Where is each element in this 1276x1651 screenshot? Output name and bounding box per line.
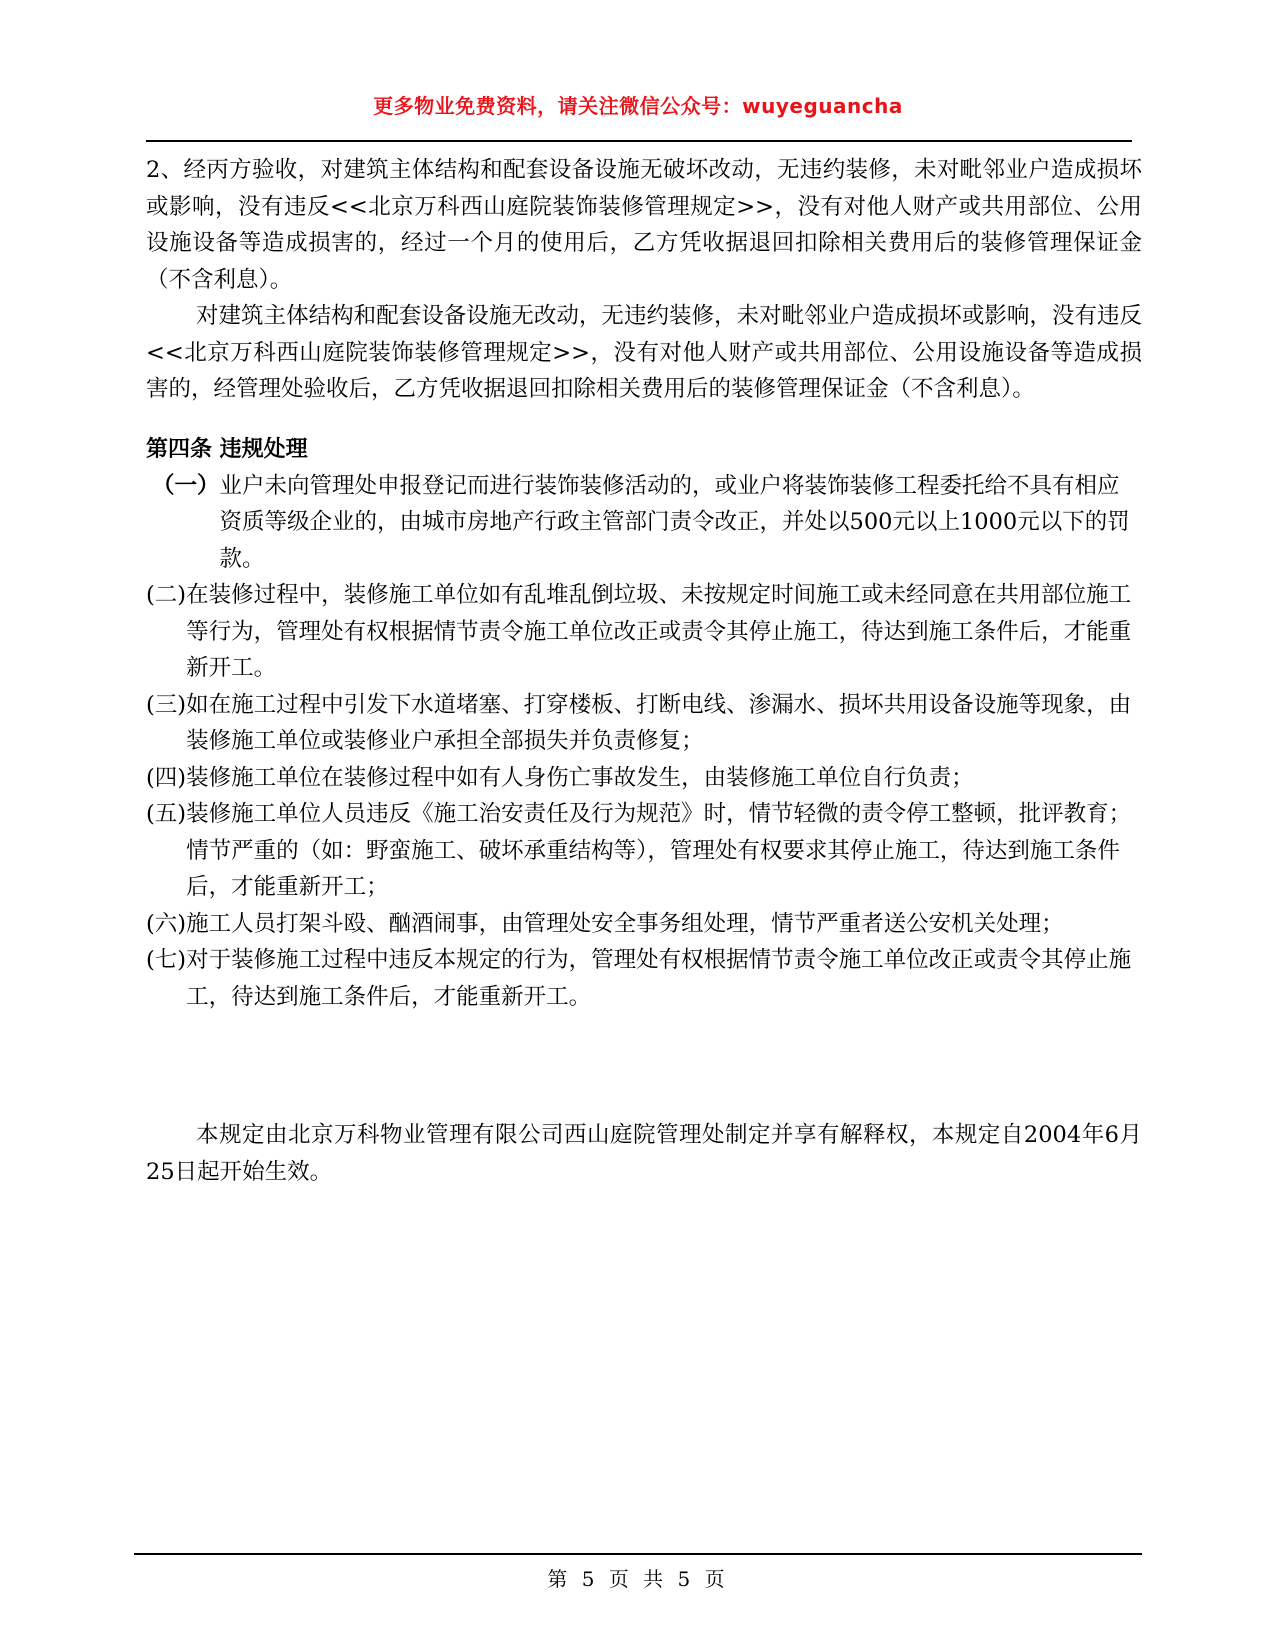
list-item (146, 906, 1142, 943)
section-heading: 第四条 违规处理 (146, 436, 308, 462)
document-body (146, 152, 1142, 1190)
footer-rule (134, 1553, 1142, 1555)
paragraph-acceptance-indent: 对建筑主体结构和配套设备设施无改动，无违约装修，未对毗邻业户造成损坏或影响，没有违反<<北京万科西山庭院装饰装修管理规定>>，没有对他人财产或共用部位、公用设施设备等造成损害的，经管理处验收后，乙方凭收据退回扣除相关费用后的装修管理保证金（不含利息）。 (146, 303, 1142, 402)
page-number: 第 5 页 共 5 页 (547, 1567, 729, 1591)
list-item-text: 在装修过程中，装修施工单位如有乱堆乱倒垃圾、未按规定时间施工或未经同意在共用部位施工等行为，管理处有权根据情节责令施工单位改正或责令其停止施工，待达到施工条件后，才能重新开工。 (186, 582, 1132, 681)
list-item (146, 687, 1142, 760)
list-item-number: (五) (146, 801, 187, 827)
list-item-text: 装修施工单位在装修过程中如有人身伤亡事故发生，由装修施工单位自行负责； (186, 764, 974, 791)
list-item (146, 577, 1142, 687)
header-promo-note: 更多物业免费资料，请关注微信公众号：wuyeguancha (373, 94, 903, 118)
list-item-text: 装修施工单位人员违反《施工治安责任及行为规范》时，情节轻微的责令停工整顿，批评教育；情节严重的（如：野蛮施工、破坏承重结构等），管理处有权要求其停止施工，待达到施工条件后，才能重新开工； (186, 801, 1132, 900)
list-item-text: 如在施工过程中引发下水道堵塞、打穿楼板、打断电线、渗漏水、损坏共用设备设施等现象，由装修施工单位或装修业户承担全部损失并负责修复； (186, 691, 1132, 754)
list-item-number: (四) (146, 764, 187, 791)
list-item (146, 468, 1142, 578)
list-item-number: (七) (146, 947, 187, 973)
paragraph-acceptance-2: 2、经丙方验收，对建筑主体结构和配套设备设施无破坏改动，无违约装修，未对毗邻业户造成损坏或影响，没有违反<<北京万科西山庭院装饰装修管理规定>>，没有对他人财产或共用部位、公用设施设备等造成损害的，经过一个月的使用后，乙方凭收据退回扣除相关费用后的装修管理保证金（不含利息）。 (146, 157, 1142, 293)
list-item-number: (六) (146, 910, 187, 937)
list-item (146, 796, 1142, 906)
closing-paragraph: 本规定由北京万科物业管理有限公司西山庭院管理处制定并享有解释权，本规定自2004年6月25日起开始生效。 (146, 1122, 1142, 1185)
list-item-text: 施工人员打架斗殴、酗酒闹事，由管理处安全事务组处理，情节严重者送公安机关处理； (186, 910, 1064, 937)
list-item-number: （一） (152, 472, 220, 499)
list-item (146, 942, 1142, 1015)
list-item-number: (三) (146, 691, 187, 718)
list-item-text: 业户未向管理处申报登记而进行装饰装修活动的，或业户将装饰装修工程委托给不具有相应资质等级企业的，由城市房地产行政主管部门责令改正，并处以500元以上1000元以下的罚款。 (219, 472, 1130, 572)
list-item-text: 对于装修施工过程中违反本规定的行为，管理处有权根据情节责令施工单位改正或责令其停止施工，待达到施工条件后，才能重新开工。 (186, 947, 1132, 1010)
header-rule (146, 140, 1132, 142)
list-item-number: (二) (146, 582, 187, 608)
list-item (146, 760, 1142, 797)
